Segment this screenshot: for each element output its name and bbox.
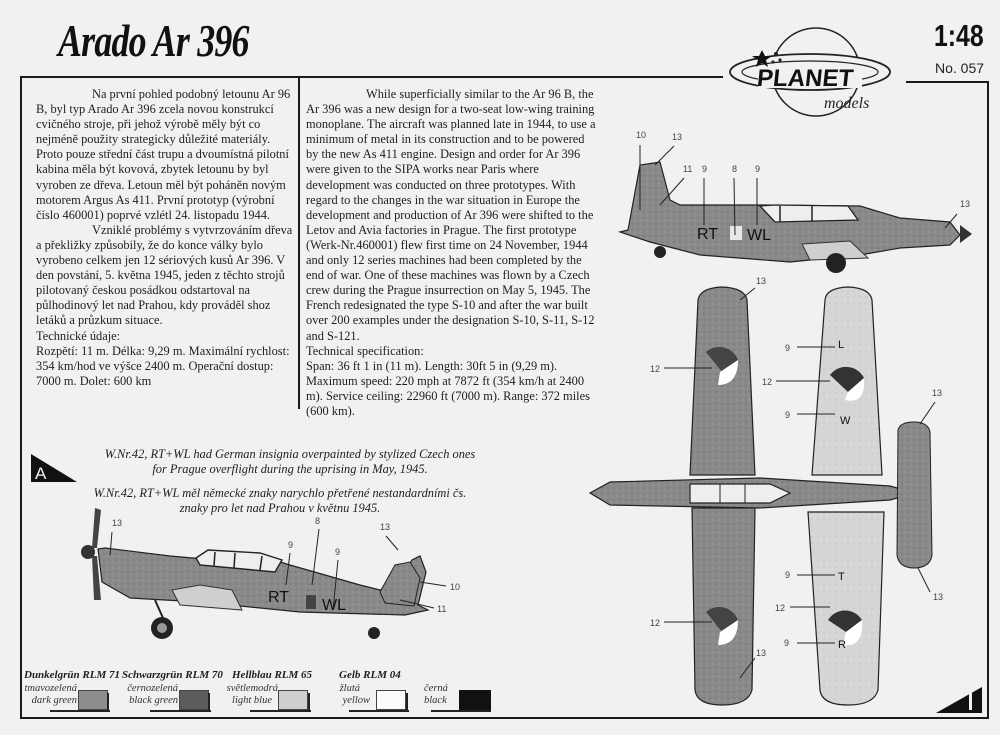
english-tech-heading: Technical specification:: [306, 343, 424, 358]
scheme-caption-czech: W.Nr.42, RT+WL měl německé znaky narychlo přetřené nestandardními čs. znaky pro let nad Prahou v květnu 1945.: [93, 486, 467, 515]
page-marker-i: [936, 687, 982, 713]
svg-text:12: 12: [775, 603, 786, 613]
svg-text:RT: RT: [697, 226, 719, 243]
svg-text:10: 10: [450, 582, 461, 592]
czech-tech-specs: Rozpětí: 11 m. Délka: 9,29 m. Maximální rychlost: 354 km/hod ve výšce 2400 m. Operační dostup: 7000 m. Dolet: 600 km: [36, 343, 290, 388]
svg-text:T: T: [838, 571, 845, 583]
svg-text:8: 8: [315, 516, 321, 526]
svg-text:13: 13: [960, 199, 971, 209]
svg-text:12: 12: [650, 364, 661, 374]
svg-text:12: 12: [650, 618, 661, 628]
svg-text:9: 9: [784, 638, 790, 648]
top-view: [590, 276, 943, 705]
svg-text:WL: WL: [747, 227, 771, 244]
svg-text:R: R: [838, 639, 846, 651]
svg-text:W: W: [840, 415, 851, 427]
svg-text:9: 9: [335, 547, 341, 557]
svg-text:9: 9: [785, 410, 791, 420]
svg-text:L: L: [838, 339, 845, 351]
english-paragraph: While superficially similar to the Ar 96 B, the Ar 396 was a new design for a two-seat low-wing training monoplane. The aircraft was planned late in 1944, to use a minimum of metal in its construction and to be powered by the new As 411 engine. Design and order for Ar 396 were given to the SIPA works near Paris where development was conducted on three prototypes. With regard to the changes in the war situation in Europe the development and production of Ar 396 were shifted to the Letov and Avia factories in Prague. The first prototype (Werk-Nr.460001) flew first time on 24 November, 1944 and only 12 series machines had been completed by the end of war. One of these machines was flown by a Czech crew during the Prague insurrection on May 5, 1945. The French redesignated the type S-10 and after the war built over 200 examples under the designation S-10, S-11, S-12 and S-121.: [306, 87, 596, 343]
svg-text:8: 8: [732, 164, 738, 174]
czech-paragraph: Vzniklé problémy s vytvrzováním dřeva a překližky způsobily, že do konce války bylo vyrobeno celkem jen 12 sériových kusů Ar 396. V den povstání, 5. května 1945, jeden z těchto strojů pilotovaný českou posádkou odstartoval na půlhodinový let nad Prahou, kdy prováděl shoz letáků a průzkum situace.: [36, 222, 293, 328]
logo-word-models: models: [824, 95, 870, 112]
svg-text:13: 13: [756, 276, 767, 286]
svg-text:WL: WL: [322, 597, 346, 614]
czech-paragraph: Na první pohled podobný letounu Ar 96 B, byl typ Arado Ar 396 zcela novou konstrukcí cvičného stroje, při jehož výrobě měly být co nejméně použity strategicky důležité materiály. Proto pouze střední část trupu a dvoumístná pilotní kabina měla být kovová, zbytek letounu by byl vyroben ze dřeva. Letoun měl být poháněn novým motorem Argus As 411. První prototyp (výrobní číslo 460001) poprvé vzlétl 24. listopadu 1944.: [36, 87, 291, 222]
svg-text:13: 13: [380, 522, 391, 532]
svg-text:13: 13: [756, 648, 767, 658]
page-title: Arado Ar 396: [58, 15, 249, 66]
svg-text:11: 11: [683, 164, 693, 174]
scale-label: 1:48: [934, 18, 984, 53]
svg-text:RT: RT: [268, 589, 290, 606]
svg-text:9: 9: [785, 570, 791, 580]
english-tech-specs: Span: 36 ft 1 in (11 m). Length: 30ft 5 in (9,29 m). Maximum speed: 220 mph at 7872 ft (354 km/h at 2400 m). Service ceiling: 22960 ft (7000 m). Range: 372 miles (600 km).: [306, 358, 590, 418]
svg-text:12: 12: [762, 377, 773, 387]
svg-text:10: 10: [636, 130, 647, 140]
swatch-yellow: [376, 690, 406, 710]
logo-word-planet: PLANET: [755, 65, 855, 92]
svg-text:9: 9: [755, 164, 761, 174]
svg-text:13: 13: [672, 132, 683, 142]
swatch-dark-green: [78, 690, 108, 710]
scheme-marker-letter: A: [35, 464, 47, 482]
svg-text:9: 9: [288, 540, 294, 550]
swatch-light-blue: [278, 690, 308, 710]
swatch-black: [459, 690, 491, 710]
scheme-caption-english: W.Nr.42, RT+WL had German insignia overpainted by stylized Czech ones for Prague overflight during the uprising in May, 1945.: [104, 447, 476, 476]
right-side-profile: [620, 130, 972, 273]
kit-number: No. 057: [935, 60, 985, 76]
svg-text:13: 13: [933, 592, 944, 602]
svg-text:11: 11: [437, 604, 447, 614]
svg-text:9: 9: [785, 343, 791, 353]
svg-text:13: 13: [932, 388, 943, 398]
left-side-profile: [81, 508, 460, 639]
svg-text:13: 13: [112, 518, 123, 528]
swatch-black-green: [179, 690, 209, 710]
svg-text:9: 9: [702, 164, 708, 174]
czech-tech-heading: Technické údaje:: [36, 328, 121, 343]
